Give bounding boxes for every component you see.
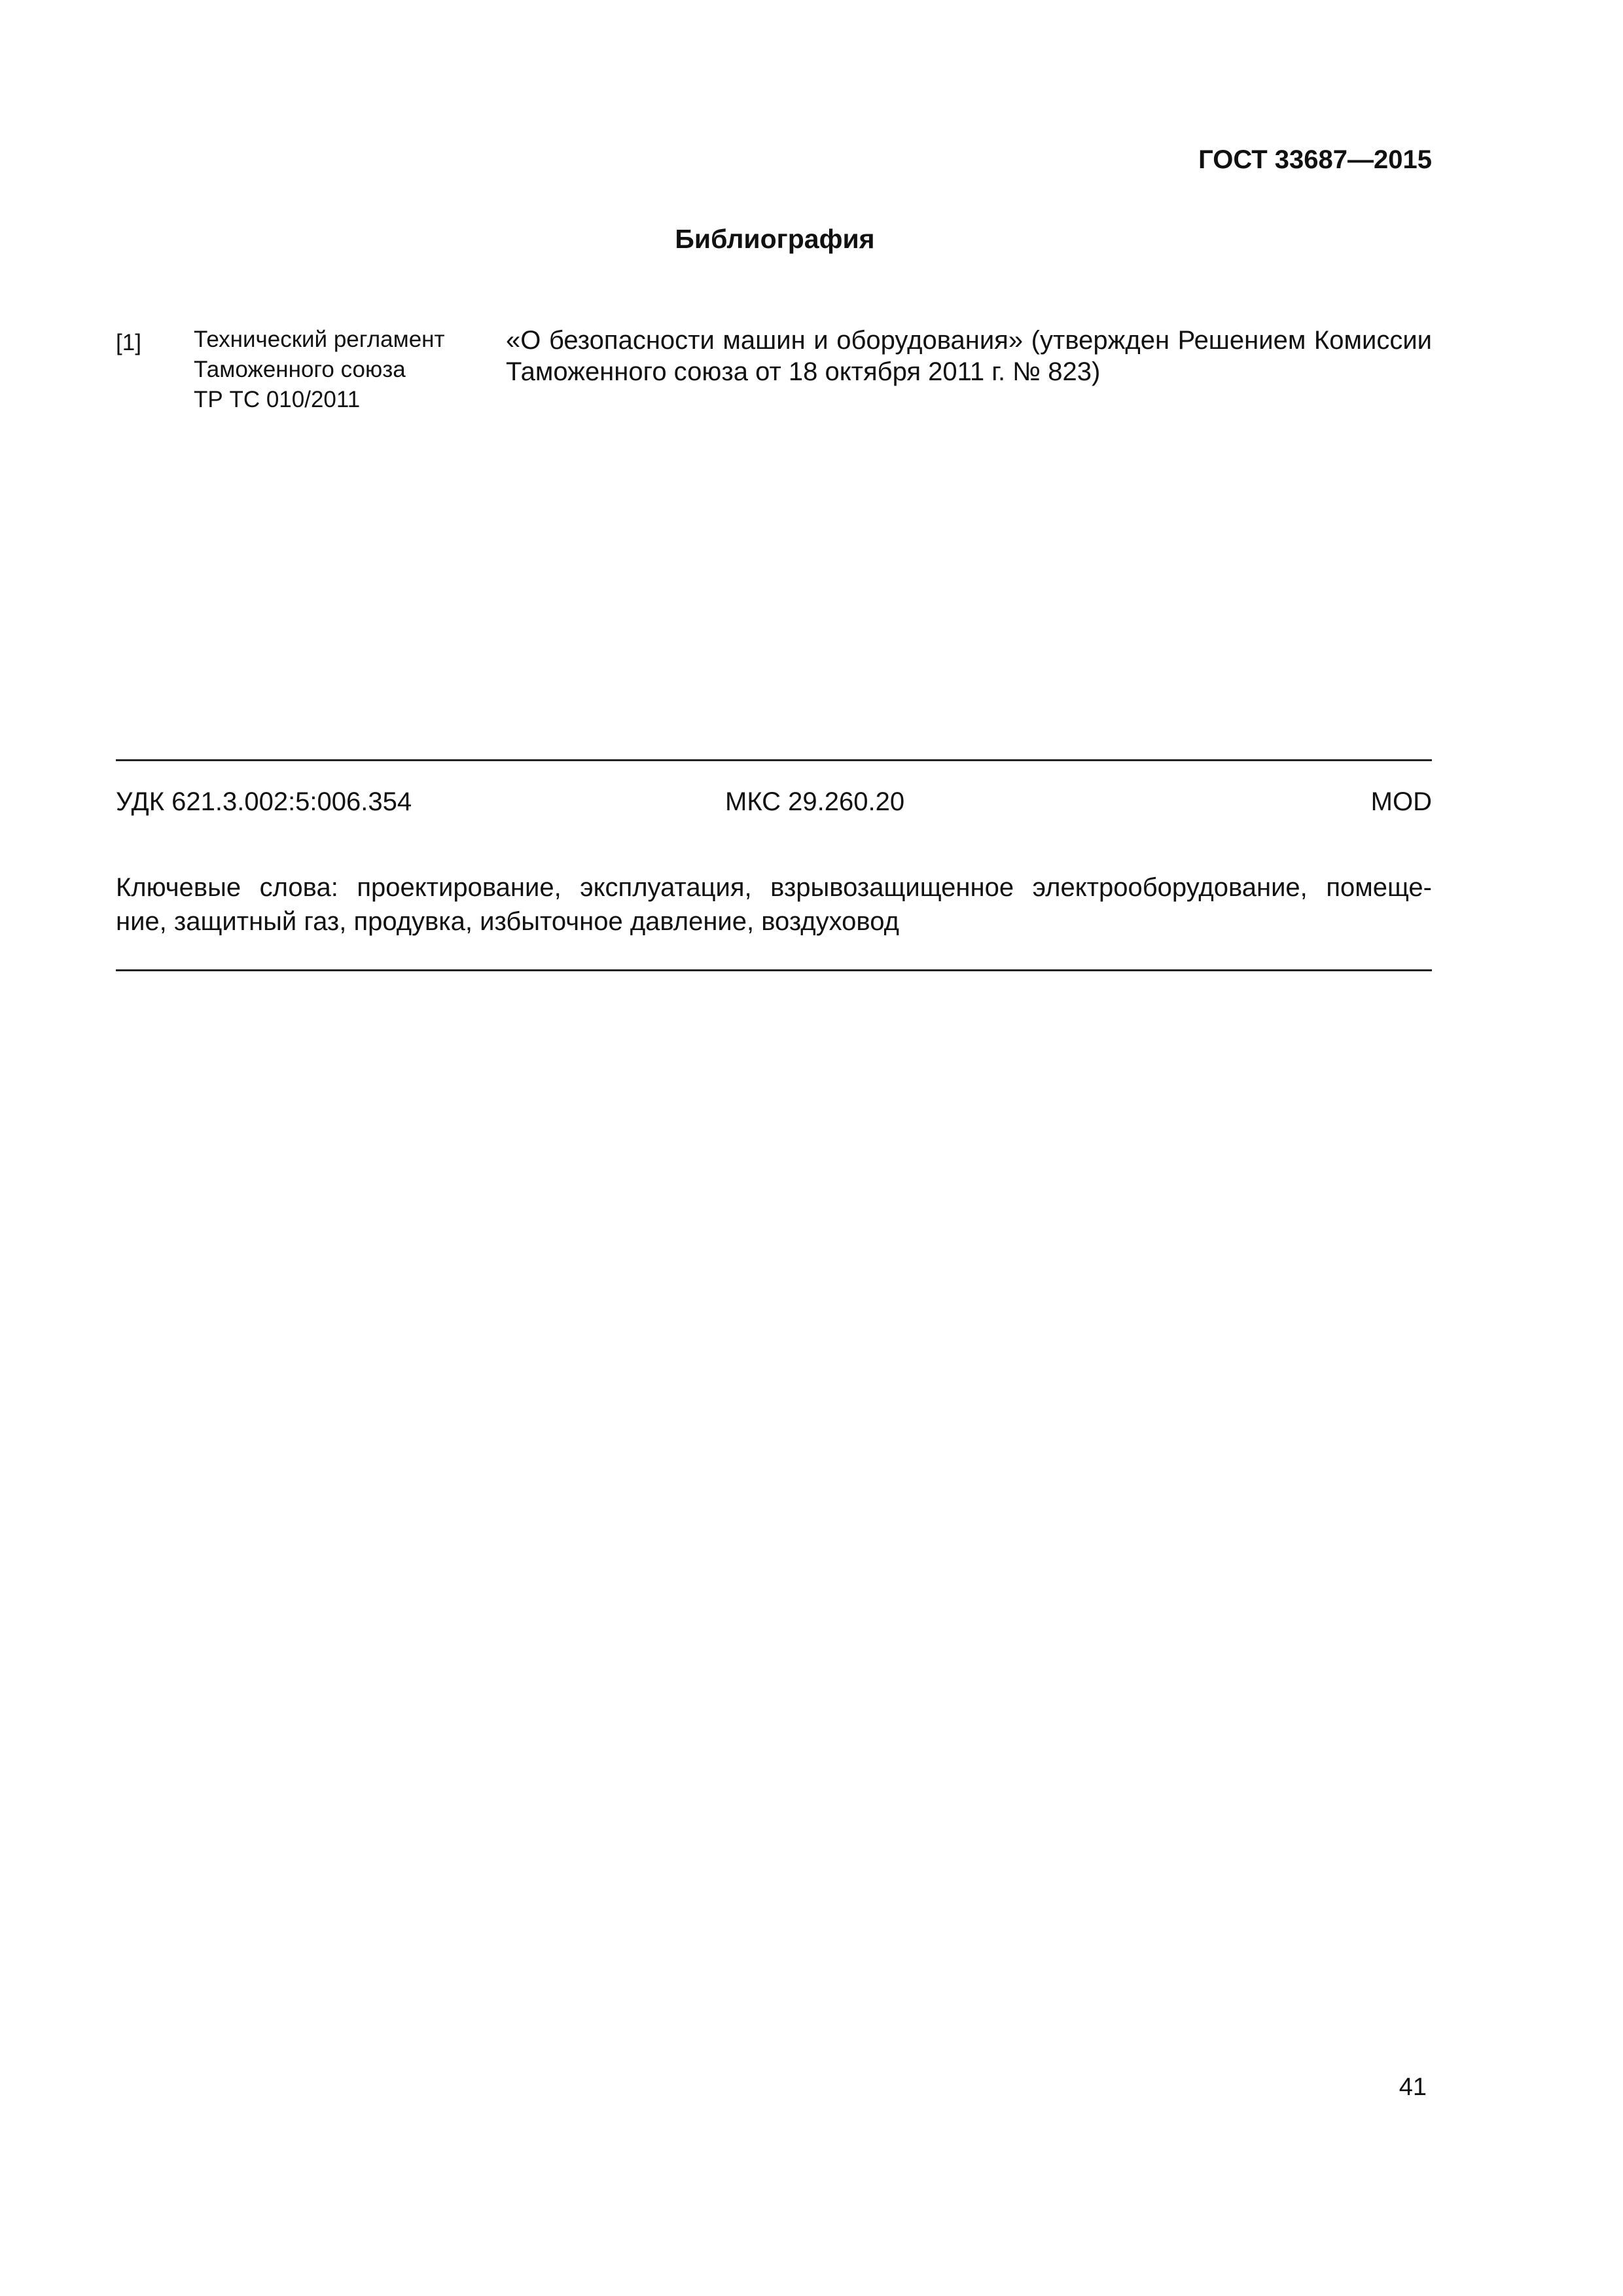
- page-number: 41: [1399, 2073, 1427, 2101]
- keywords-block: [116, 870, 1432, 939]
- document-code: ГОСТ 33687—2015: [1198, 145, 1432, 174]
- divider-bottom: [116, 969, 1432, 971]
- mks-code: МКС 29.260.20: [725, 787, 905, 816]
- bibliography-source-line: ТР ТС 010/2011: [194, 387, 361, 412]
- udk-code: УДК 621.3.002:5:006.354: [116, 787, 412, 816]
- bibliography-source-line: Технический регламент: [194, 327, 445, 352]
- bibliography-entry-source: [194, 325, 501, 415]
- section-title: Библиография: [675, 224, 875, 254]
- bibliography-entry-title: [506, 325, 1432, 387]
- bibliography-entry-number: [1]: [116, 330, 141, 355]
- bibliography-title-line: «О безопасности машин и оборудования» (утвержден Решением Комиссии: [506, 326, 1432, 355]
- keywords-line: ние, защитный газ, продувка, избыточное давление, воздуховод: [116, 907, 899, 936]
- classification-row: [116, 787, 1432, 820]
- keywords-line: Ключевые слова: проектирование, эксплуатация, взрывозащищенное электрооборудование, помеще-: [116, 873, 1432, 902]
- modification-degree: MOD: [1370, 787, 1432, 816]
- bibliography-source-line: Таможенного союза: [194, 357, 406, 382]
- bibliography-title-line: Таможенного союза от 18 октября 2011 г. № 823): [506, 357, 1101, 386]
- divider-top: [116, 759, 1432, 761]
